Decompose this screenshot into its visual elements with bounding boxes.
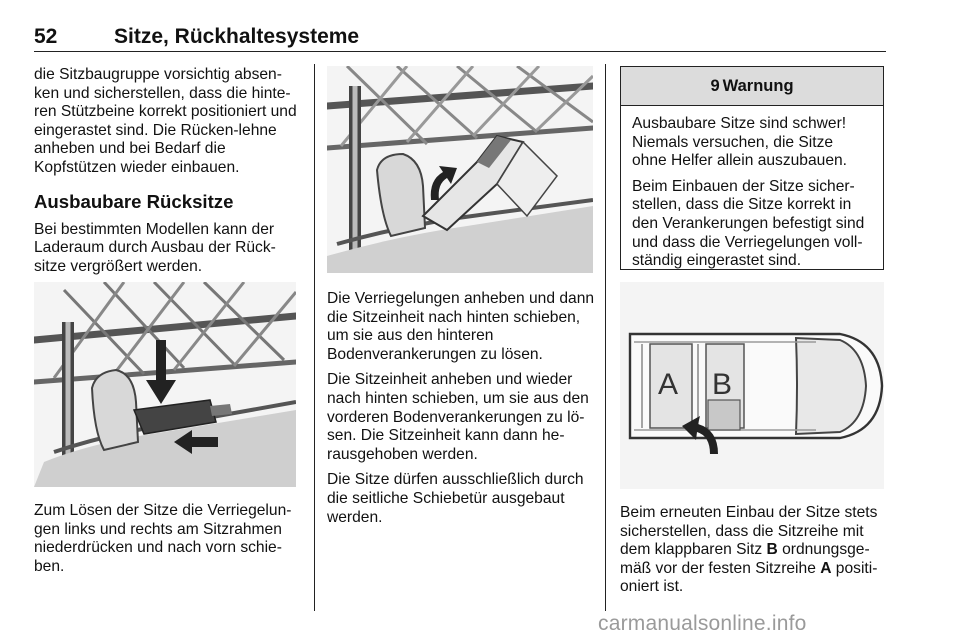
installation-note: Beim erneuten Einbau der Sitze stets sicherstellen, dass die Sitzreihe mit dem klappbaren Sitz B ordnungsge-mäß vor der festen Sitzreihe A positi-oniert ist. bbox=[620, 504, 878, 596]
illustration-seat-lock-release bbox=[34, 282, 296, 487]
site-watermark: carmanualsonline.info bbox=[598, 612, 807, 635]
instruction-paragraph-2: Die Sitzeinheit anheben und wieder nach hinten schieben, um sie aus den vorderen Bodenverankerungen zu lö-sen. Die Sitzeinheit kann dann he-rausgehoben werden. bbox=[327, 371, 589, 463]
curved-arrow-icon bbox=[682, 412, 722, 454]
seat-ref-b: B bbox=[766, 541, 778, 559]
illustration-seat-lock-lift bbox=[327, 66, 593, 273]
column-divider-2 bbox=[605, 64, 606, 611]
instruction-paragraph-3: Die Sitze dürfen ausschließlich durch die seitliche Schiebetür ausgebaut werden. bbox=[327, 471, 584, 526]
intro-text: die Sitzbaugruppe vorsichtig absen-ken und sicherstellen, dass die hinte-ren Stützbeine korrekt positioniert und eingerastet sind. Die Rücken-lehne anheben und bei Bedarf die Kopfstützen wieder einbauen. bbox=[34, 66, 297, 176]
warning-header bbox=[621, 67, 883, 106]
up-arrow-icon bbox=[425, 164, 459, 200]
seat-lift-drawing bbox=[327, 66, 593, 273]
page-number: 52 bbox=[34, 25, 58, 48]
warning-paragraph-2: Beim Einbauen der Sitze sicher-stellen, dass die Sitze korrekt in den Verankerungen befestigt sind und dass die Verriegelungen voll-ständig eingerastet sind. bbox=[632, 177, 865, 270]
column-divider-1 bbox=[314, 64, 315, 611]
warning-triangle-icon: 9 bbox=[710, 76, 720, 95]
seat-label-a: A bbox=[658, 368, 679, 401]
column-1-caption bbox=[34, 502, 302, 583]
down-arrow-icon bbox=[146, 340, 176, 404]
warning-title: Warnung bbox=[722, 76, 794, 95]
seat-layout-diagram bbox=[620, 282, 884, 489]
section-paragraph: Bei bestimmten Modellen kann der Laderaum durch Ausbau der Rück-sitze vergrößert werden. bbox=[34, 220, 276, 275]
forward-arrow-icon bbox=[174, 430, 218, 454]
running-title: Sitze, Rückhaltesysteme bbox=[114, 25, 360, 48]
instruction-paragraph-1: Die Verriegelungen anheben und dann die Sitzeinheit nach hinten schieben, um sie aus den hinteren Bodenverankerungen zu lösen. bbox=[327, 290, 595, 363]
warning-body bbox=[621, 106, 883, 271]
column-3-note bbox=[620, 504, 888, 604]
seat-label-b: B bbox=[712, 368, 733, 401]
figure-caption: Zum Lösen der Sitze die Verriegelun-gen links und rechts am Sitzrahmen niederdrücken und nach vorn schie-ben. bbox=[34, 502, 292, 575]
column-1 bbox=[34, 66, 302, 283]
warning-paragraph-1: Ausbaubare Sitze sind schwer! Niemals versuchen, die Sitze ohne Helfer allein auszubauen. bbox=[632, 115, 848, 170]
seat-ref-a: A bbox=[820, 559, 832, 577]
page-header bbox=[34, 0, 886, 52]
section-heading: Ausbaubare Rücksitze bbox=[34, 190, 234, 212]
column-2 bbox=[327, 290, 595, 534]
warning-box bbox=[620, 66, 884, 270]
